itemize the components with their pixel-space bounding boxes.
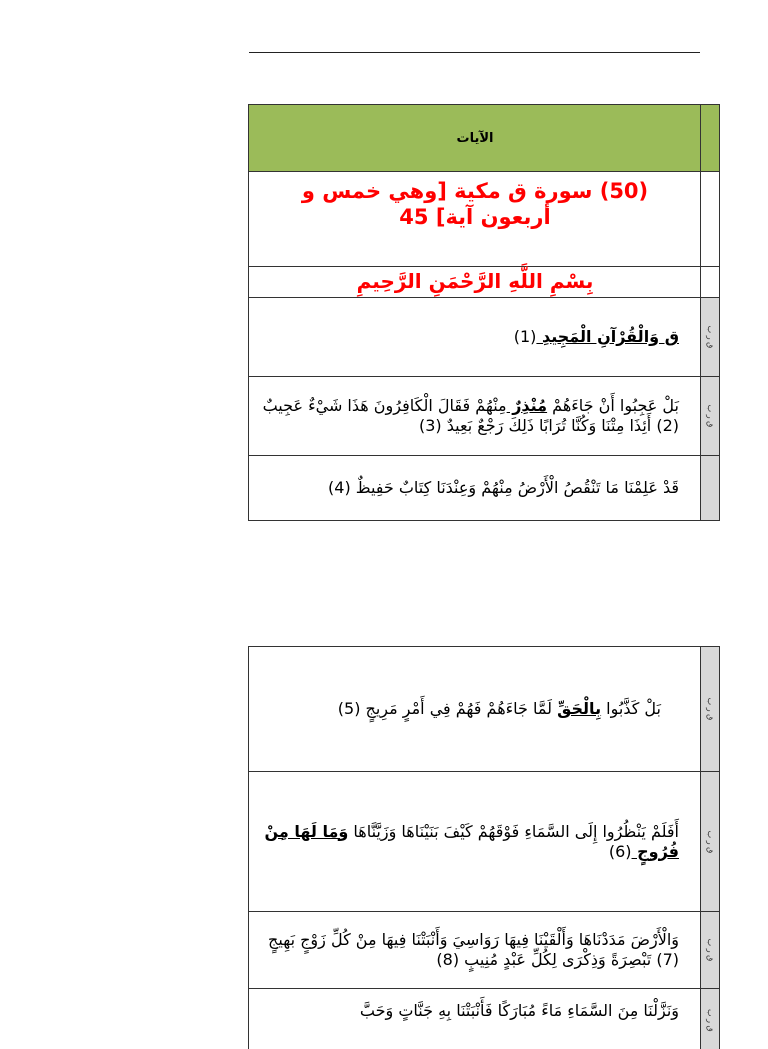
highlighted-phrase: وَمَا لَهَا مِنْ فُرُوجٍ bbox=[264, 821, 679, 861]
row-side-tab: ق ر ب bbox=[700, 772, 719, 911]
surah-title-row bbox=[249, 172, 719, 267]
verse-text: ق وَالْقُرْآنِ الْمَجِيدِ (1) bbox=[513, 327, 679, 346]
highlighted-phrase: مُنْذِرٌ bbox=[506, 396, 548, 415]
row-side-tab: ق ر ب bbox=[700, 989, 719, 1049]
row-side-tab: ق ر ب bbox=[700, 377, 719, 455]
highlighted-phrase: ق وَالْقُرْآنِ الْمَجِيدِ bbox=[536, 327, 679, 346]
row-side-tab: ق ر ب bbox=[700, 912, 719, 988]
top-rule bbox=[249, 52, 700, 53]
row-side-tab bbox=[700, 456, 719, 520]
verse-text: قَدْ عَلِمْنَا مَا تَنْقُصُ الْأَرْضُ مِنْهُمْ وَعِنْدَنَا كِتَابٌ حَفِيظٌ (4) bbox=[328, 478, 679, 497]
verse-text: بَلْ عَجِبُوا أَنْ جَاءَهُمْ مُنْذِرٌ مِنْهُمْ فَقَالَ الْكَافِرُونَ هَذَا شَيْءٌ عَجِيبٌ (2) أَئِذَا مِتْنَا وَكُنَّا تُرَابًا ذَلِكَ رَجْعٌ بَعِيدٌ (3) bbox=[262, 396, 679, 435]
table-header-row bbox=[249, 105, 719, 172]
verse-row-3 bbox=[249, 456, 719, 520]
surah-title: (50) سورة ق مكية [وهي خمس و أربعون آية] 45 bbox=[301, 179, 649, 229]
verse-row-6 bbox=[249, 772, 719, 912]
row-side-tab: ق ر ب bbox=[700, 647, 719, 771]
basmala-row bbox=[249, 267, 719, 298]
row-side-tab: ق ر ب bbox=[700, 298, 719, 376]
verse-row-2 bbox=[249, 377, 719, 456]
header-label: الآيات bbox=[456, 130, 494, 146]
verse-row-1 bbox=[249, 298, 719, 377]
header-cell bbox=[249, 105, 701, 171]
verse-row-7 bbox=[249, 912, 719, 989]
basmala: بِسْمِ اللَّهِ الرَّحْمَنِ الرَّحِيمِ bbox=[356, 269, 594, 293]
verse-row-9 bbox=[249, 989, 719, 1049]
verse-text: وَالْأَرْضَ مَدَدْنَاهَا وَأَلْقَيْنَا فِيهَا رَوَاسِيَ وَأَنْبَتْنَا فِيهَا مِنْ كُلِّ زَوْجٍ بَهِيجٍ (7) تَبْصِرَةً وَذِكْرَى لِكُلِّ عَبْدٍ مُنِيبٍ (8) bbox=[268, 930, 679, 969]
highlighted-phrase: بِالْحَقِّ bbox=[557, 699, 602, 718]
verse-text: وَنَزَّلْنَا مِنَ السَّمَاءِ مَاءً مُبَارَكًا فَأَنْبَتْنَا بِهِ جَنَّاتٍ وَحَبَّ bbox=[359, 1001, 679, 1020]
verses-table-1 bbox=[248, 104, 720, 521]
verses-table-2 bbox=[248, 646, 720, 1049]
verse-text: أَفَلَمْ يَنْظُرُوا إِلَى السَّمَاءِ فَوْقَهُمْ كَيْفَ بَنَيْنَاهَا وَزَيَّنَّاهَا وَمَا لَهَا مِنْ فُرُوجٍ (6) bbox=[264, 821, 679, 861]
verse-row-5 bbox=[249, 647, 719, 772]
verse-text: بَلْ كَذَّبُوا بِالْحَقِّ لَمَّا جَاءَهُمْ فَهُمْ فِي أَمْرٍ مَرِيجٍ (5) bbox=[337, 699, 661, 718]
